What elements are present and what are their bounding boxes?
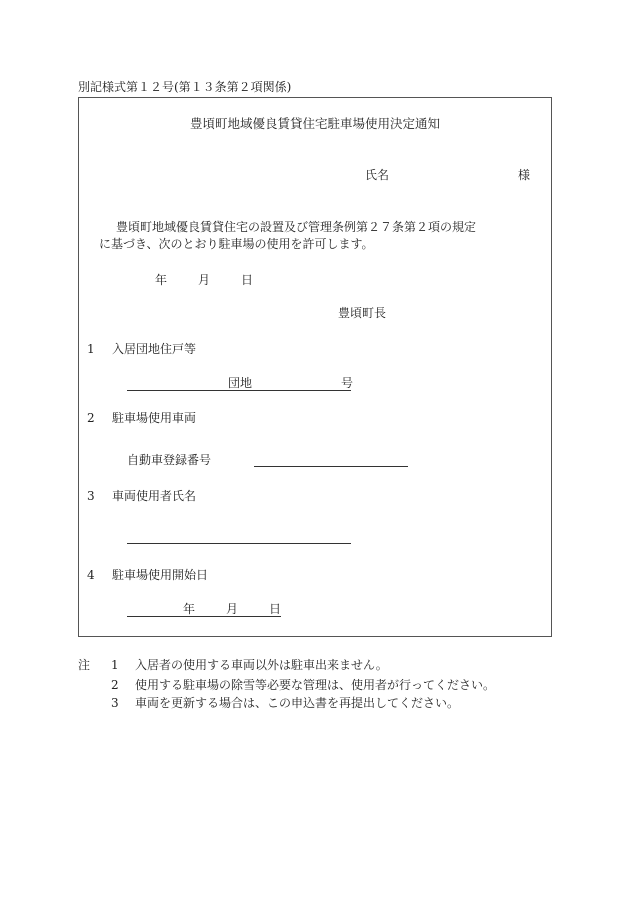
section-3-number: 3 bbox=[87, 489, 95, 503]
document-title: 豊頃町地域優良賃貸住宅駐車場使用決定通知 bbox=[189, 116, 440, 131]
section-1-number: 1 bbox=[87, 342, 95, 356]
body-line-1: 豊頃町地域優良賃貸住宅の設置及び管理条例第２７条第２項の規定 bbox=[116, 220, 477, 234]
form-frame bbox=[78, 97, 552, 637]
issue-date-year: 年 bbox=[155, 273, 168, 287]
section-2-number: 2 bbox=[87, 411, 95, 425]
addressee-name-label: 氏名 bbox=[365, 168, 390, 182]
section-3-title: 車両使用者氏名 bbox=[112, 489, 197, 503]
form-label: 別記様式第１２号(第１３条第２項関係) bbox=[78, 80, 292, 94]
note-2-text: 使用する駐車場の除雪等必要な管理は、使用者が行ってください。 bbox=[135, 678, 496, 692]
section-1-underline bbox=[127, 390, 351, 391]
section-2-plate-underline bbox=[254, 466, 408, 467]
section-1-go-label: 号 bbox=[341, 376, 354, 390]
note-2-number: 2 bbox=[111, 678, 119, 692]
addressee-honorific: 様 bbox=[518, 168, 531, 182]
issuer: 豊頃町長 bbox=[338, 306, 387, 320]
note-3-text: 車両を更新する場合は、この申込書を再提出してください。 bbox=[135, 696, 460, 710]
note-1-number: 1 bbox=[111, 658, 119, 672]
section-4-day: 日 bbox=[269, 602, 282, 616]
section-2-plate-label: 自動車登録番号 bbox=[127, 453, 212, 467]
issue-date-month: 月 bbox=[198, 273, 211, 287]
section-4-year: 年 bbox=[183, 602, 196, 616]
section-4-underline bbox=[127, 616, 281, 617]
section-1-title: 入居団地住戸等 bbox=[112, 342, 197, 356]
section-4-number: 4 bbox=[87, 568, 95, 582]
section-4-month: 月 bbox=[226, 602, 239, 616]
body-line-2: に基づき、次のとおり駐車場の使用を許可します。 bbox=[99, 237, 374, 251]
issue-date-day: 日 bbox=[241, 273, 254, 287]
section-4-title: 駐車場使用開始日 bbox=[112, 568, 209, 582]
note-1-text: 入居者の使用する車両以外は駐車出来ません。 bbox=[135, 658, 388, 672]
note-3-number: 3 bbox=[111, 696, 119, 710]
section-2-title: 駐車場使用車両 bbox=[112, 411, 197, 425]
section-3-underline bbox=[127, 543, 351, 544]
notes-label: 注 bbox=[78, 658, 91, 672]
section-1-danchi-label: 団地 bbox=[228, 376, 253, 390]
